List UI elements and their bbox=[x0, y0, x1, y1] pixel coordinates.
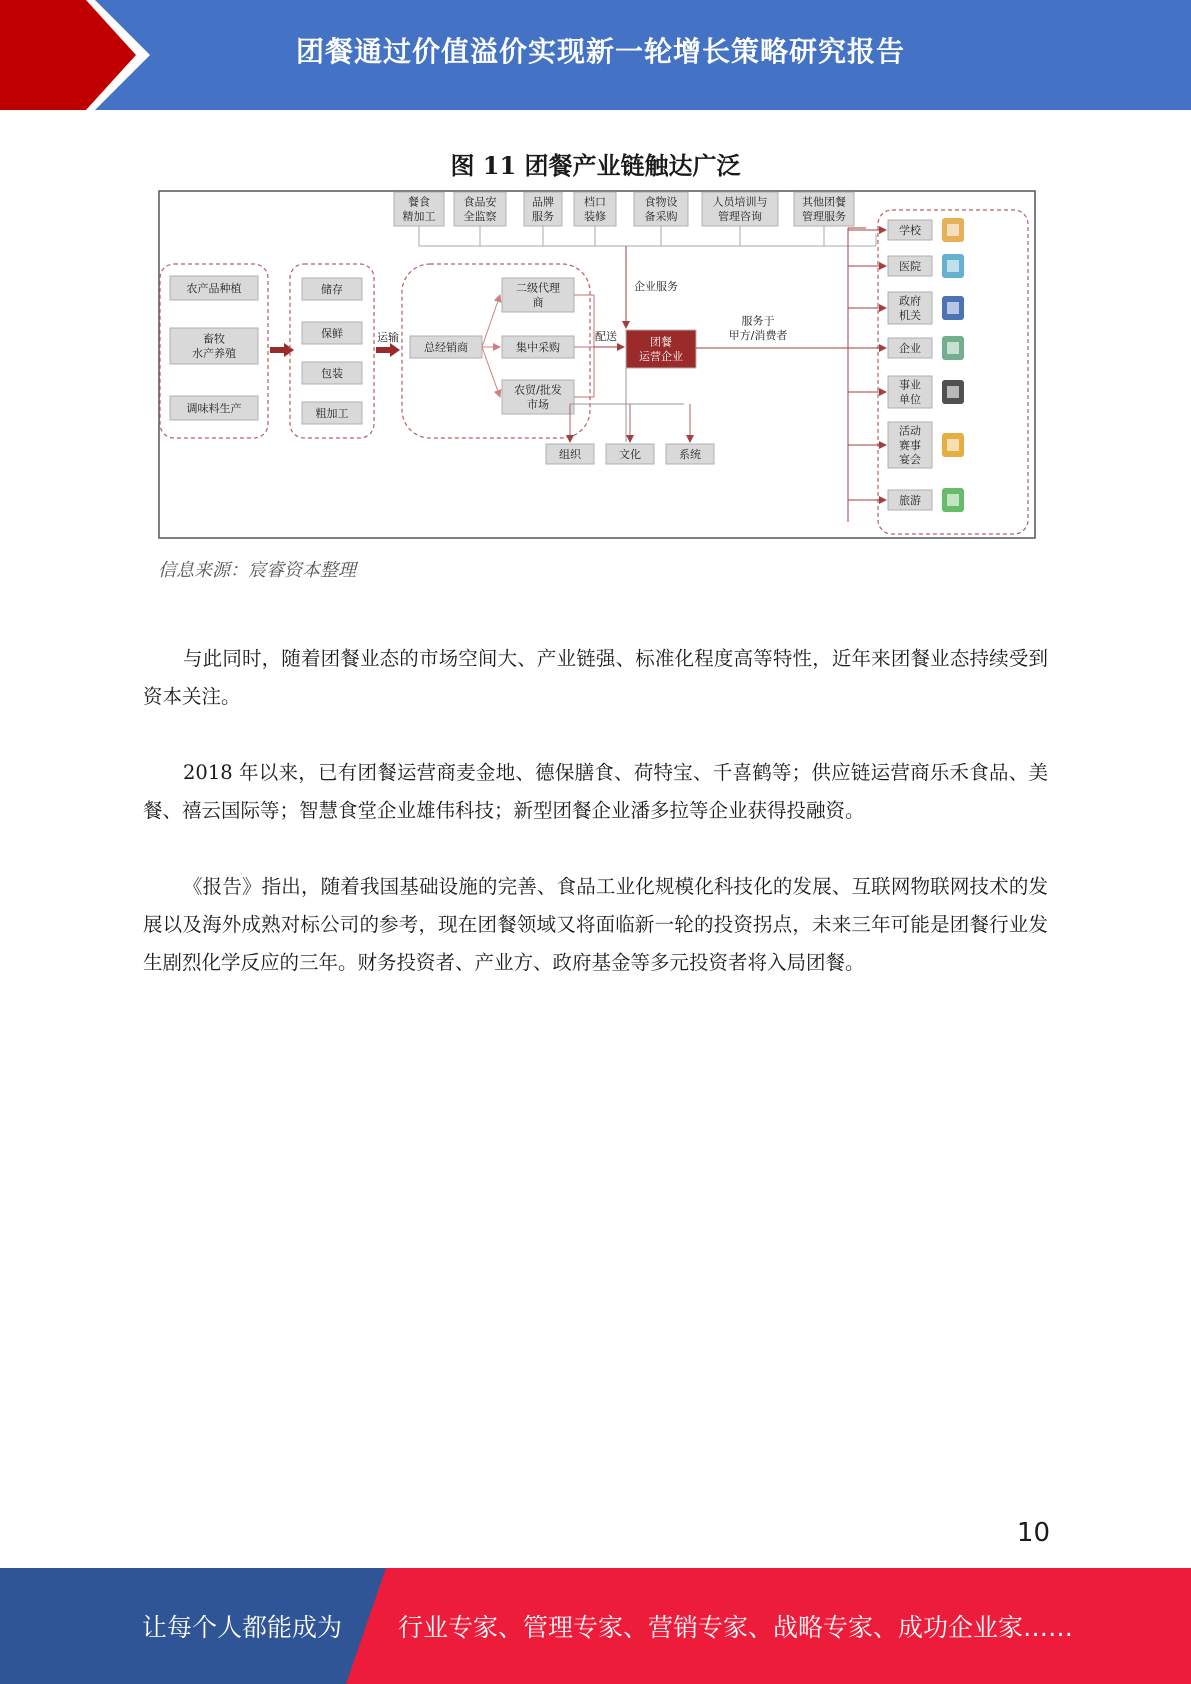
header-arrow-decoration bbox=[0, 0, 150, 110]
operator-box-label: 团餐运营企业 bbox=[639, 335, 683, 363]
footer-slogan-left: 让每个人都能成为 bbox=[142, 1613, 343, 1642]
output-box-0-label: 组织 bbox=[559, 447, 581, 461]
paragraph-capital-attention: 与此同时，随着团餐业态的市场空间大、产业链强、标准化程度高等特性，近年来团餐业态持续受到资本关注。 bbox=[143, 647, 1048, 708]
figure-source: 信息来源：宸睿资本整理 bbox=[158, 560, 356, 581]
diagram-frame bbox=[159, 191, 1035, 538]
client-box-2-label: 政府机关 bbox=[899, 294, 921, 322]
service-top-box-2-label: 品牌服务 bbox=[532, 195, 554, 223]
client-icon-detail-2 bbox=[947, 302, 959, 314]
client-box-5-label: 活动赛事宴会 bbox=[899, 424, 921, 467]
paragraph-report-findings: 《报告》指出，随着我国基础设施的完善、食品工业化规模化科技化的发展、互联网物联网技术的发展以及海外成熟对标公司的参考，现在团餐领域又将面临新一轮的投资拐点，未来三年可能是团餐行业发生剧烈化学反应的三年。财务投资者、产业方、政府基金等多元投资者将入局团餐。 bbox=[143, 875, 1048, 974]
service-top-box-3-label: 档口装修 bbox=[584, 195, 606, 223]
client-icon-detail-3 bbox=[947, 342, 959, 354]
client-icon-detail-5 bbox=[947, 439, 959, 451]
figure-title: 图 11 团餐产业链触达广泛 bbox=[450, 151, 741, 180]
serve-label: 服务于甲方/消费者 bbox=[728, 314, 788, 342]
client-box-6-label: 旅游 bbox=[899, 493, 921, 507]
client-icon-detail-0 bbox=[947, 224, 959, 236]
service-top-box-4-label: 食物设备采购 bbox=[644, 195, 678, 223]
paragraph-financing-cases: 2018 年以来，已有团餐运营商麦金地、德保膳食、荷特宝、千喜鹤等；供应链运营商乐禾食品、美餐、禧云国际等；智慧食堂企业雄伟科技；新型团餐企业潘多拉等企业获得投融资。 bbox=[143, 761, 1048, 822]
upstream-box-1-label: 畜牧水产养殖 bbox=[192, 332, 236, 360]
footer-slogan-right: 行业专家、管理专家、营销专家、战略专家、成功企业家…… bbox=[398, 1613, 1074, 1642]
upstream-box-0-label: 农产品种植 bbox=[186, 281, 242, 295]
service-top-box-6-label: 其他团餐管理服务 bbox=[802, 195, 846, 223]
client-box-0-label: 学校 bbox=[899, 223, 921, 237]
processing-box-0-label: 储存 bbox=[321, 282, 343, 296]
enterprise-service-label: 企业服务 bbox=[634, 279, 678, 293]
delivery-label: 配送 bbox=[595, 329, 617, 343]
output-box-1-label: 文化 bbox=[619, 447, 641, 461]
industry-chain-diagram bbox=[158, 190, 1036, 540]
service-top-box-0-label: 餐食精加工 bbox=[402, 195, 436, 223]
upstream-box-2-label: 调味料生产 bbox=[186, 401, 242, 415]
channel-box-0-label: 二级代理商 bbox=[516, 281, 560, 309]
page-number: 10 bbox=[1016, 1518, 1050, 1548]
client-icon-detail-1 bbox=[947, 260, 959, 272]
distributor-box-label: 总经销商 bbox=[424, 340, 468, 354]
channel-box-2-label: 农贸/批发市场 bbox=[514, 383, 562, 411]
client-icon-detail-4 bbox=[947, 386, 959, 398]
page-header bbox=[0, 0, 1191, 110]
transport-label: 运输 bbox=[377, 330, 399, 344]
page-footer bbox=[0, 1568, 1191, 1684]
channel-box-1-label: 集中采购 bbox=[516, 340, 560, 354]
processing-box-1-label: 保鲜 bbox=[321, 326, 343, 340]
output-box-2-label: 系统 bbox=[679, 447, 701, 461]
report-title: 团餐通过价值溢价实现新一轮增长策略研究报告 bbox=[295, 35, 905, 68]
client-box-4-label: 事业单位 bbox=[899, 378, 921, 406]
client-box-1-label: 医院 bbox=[899, 259, 921, 273]
service-top-box-1-label: 食品安全监察 bbox=[463, 195, 497, 223]
processing-box-2-label: 包装 bbox=[321, 366, 343, 380]
client-icon-detail-6 bbox=[947, 494, 959, 506]
client-box-3-label: 企业 bbox=[899, 341, 921, 355]
processing-box-3-label: 粗加工 bbox=[315, 406, 349, 420]
service-top-box-5-label: 人员培训与管理咨询 bbox=[712, 195, 768, 223]
